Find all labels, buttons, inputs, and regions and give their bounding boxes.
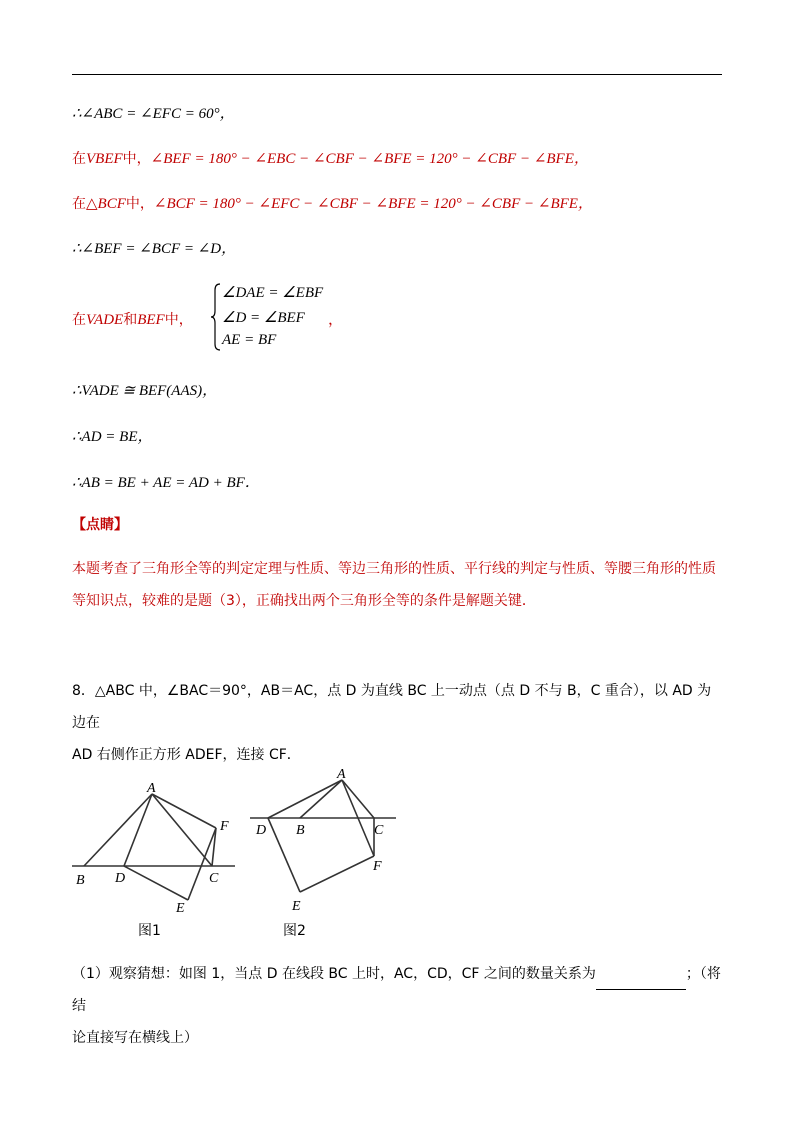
fig2-label-e: E bbox=[292, 899, 301, 914]
figure-2-caption: 图2 bbox=[283, 923, 306, 939]
system-eq-2: ∠D = ∠BEF bbox=[222, 310, 305, 326]
fig2-label-a: A bbox=[337, 767, 346, 782]
proof-line-7: ∴AD = BE， bbox=[72, 429, 153, 445]
proof-line-5: 在VADE和BEF中， bbox=[72, 312, 193, 328]
fig2-label-d: D bbox=[256, 823, 267, 838]
fig1-label-b: B bbox=[76, 873, 85, 888]
comment-body-line-1: 本题考查了三角形全等的判定定理与性质、等边三角形的性质、平行线的判定与性质、等腰三角形的性质 bbox=[72, 561, 716, 577]
system-eq-1: ∠DAE = ∠EBF bbox=[222, 285, 324, 301]
fig1-label-f: F bbox=[220, 819, 229, 834]
system-eq-3: AE = BF bbox=[222, 332, 277, 348]
problem-line-2: AD 右侧作正方形 ADEF，连接 CF． bbox=[72, 747, 301, 763]
fig2-label-b: B bbox=[296, 823, 305, 838]
question-1-text-tail: ；（将结 bbox=[72, 966, 721, 1014]
proof-line-2: 在VBEF中，∠BEF = 180° − ∠EBC − ∠CBF − ∠BFE = 120° − ∠CBF − ∠BFE， bbox=[72, 151, 589, 167]
figure-2 bbox=[246, 764, 406, 918]
fig2-label-f: F bbox=[373, 859, 382, 874]
fig1-label-d: D bbox=[115, 871, 126, 886]
comment-heading: 【点睛】 bbox=[72, 517, 128, 533]
problem-8-statement bbox=[72, 675, 722, 771]
system-brace bbox=[210, 282, 222, 356]
proof-line-4: ∴∠BEF = ∠BCF = ∠D， bbox=[72, 241, 237, 257]
system-comma: ， bbox=[328, 312, 344, 328]
proof-line-6: ∴VADE ≅ BEF(AAS)， bbox=[72, 383, 218, 399]
proof-line-1: ∴∠ABC = ∠EFC = 60°， bbox=[72, 106, 235, 122]
answer-blank[interactable] bbox=[596, 975, 686, 990]
question-1-text: （1）观察猜想：如图 1，当点 D 在线段 BC 上时，AC，CD，CF 之间的数量关系为 bbox=[72, 966, 596, 982]
header-rule bbox=[72, 74, 722, 75]
fig1-label-c: C bbox=[209, 871, 219, 886]
question-1-text-line-2: 论直接写在横线上） bbox=[72, 1030, 198, 1046]
comment-body bbox=[72, 553, 722, 617]
question-1 bbox=[72, 958, 722, 1054]
figure-1-caption: 图1 bbox=[138, 923, 161, 939]
figure-1 bbox=[70, 772, 240, 926]
proof-line-3: 在△BCF中，∠BCF = 180° − ∠EFC − ∠CBF − ∠BFE = 120° − ∠CBF − ∠BFE， bbox=[72, 196, 593, 212]
proof-line-8: ∴AB = BE + AE = AD + BF． bbox=[72, 475, 260, 491]
fig1-label-e: E bbox=[176, 901, 185, 916]
fig1-label-a: A bbox=[147, 781, 156, 796]
fig2-label-c: C bbox=[374, 823, 384, 838]
problem-line-1: 8．△ABC 中，∠BAC＝90°，AB＝AC，点 D 为直线 BC 上一动点（点 D 不与 B，C 重合），以 AD 为边在 bbox=[72, 683, 712, 731]
comment-body-line-2: 等知识点，较难的是题（3），正确找出两个三角形全等的条件是解题关键． bbox=[72, 593, 536, 609]
